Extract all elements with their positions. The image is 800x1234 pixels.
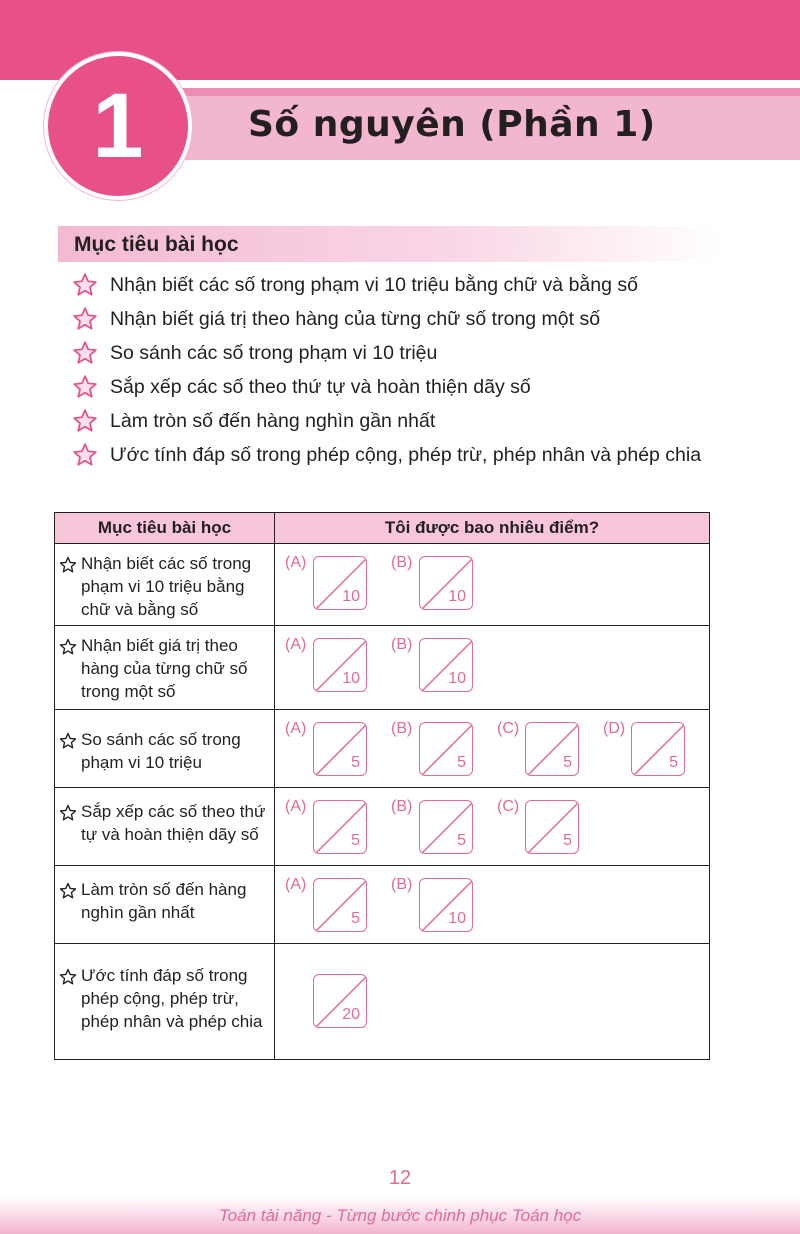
score-input-box[interactable] [525, 722, 579, 776]
score-item [285, 796, 391, 858]
score-input-box[interactable] [313, 800, 367, 854]
score-input-box[interactable] [313, 878, 367, 932]
objective-text: So sánh các số trong phạm vi 10 triệu [110, 341, 438, 364]
objective-cell [55, 944, 275, 1060]
score-cell [275, 710, 710, 788]
score-cell [275, 866, 710, 944]
small-star-icon [59, 882, 77, 900]
objective-cell-line: tự và hoàn thiện dãy số [81, 825, 259, 844]
objective-cell-line: nghìn gần nhất [81, 903, 195, 922]
score-input-box[interactable] [313, 722, 367, 776]
objective-cell-line: Nhận biết các số trong [81, 554, 252, 573]
chapter-number-badge: 1 [44, 52, 192, 200]
score-letter: (B) [391, 636, 413, 653]
score-item [497, 718, 603, 780]
score-input-box[interactable] [525, 800, 579, 854]
score-letter: (A) [285, 636, 307, 653]
score-table [54, 512, 710, 1060]
objective-text: Nhận biết giá trị theo hàng của từng chữ số trong một số [110, 307, 601, 330]
score-letter: (B) [391, 798, 413, 815]
score-letter: (C) [497, 720, 520, 737]
title-band-edge [120, 88, 800, 96]
score-letter: (A) [285, 876, 307, 893]
score-letter: (A) [285, 720, 307, 737]
score-letter: (B) [391, 554, 413, 571]
objective-cell-text [81, 634, 247, 703]
table-row [55, 544, 710, 626]
objective-cell [55, 544, 275, 626]
objective-cell-line: Làm tròn số đến hàng [81, 880, 247, 899]
objective-cell [55, 788, 275, 866]
star-outline-icon [72, 306, 98, 332]
objective-cell [55, 626, 275, 710]
objective-item [72, 268, 701, 302]
objective-cell-line: phép cộng, phép trừ, [81, 989, 239, 1008]
score-letter: (A) [285, 798, 307, 815]
score-letter: (A) [285, 554, 307, 571]
score-max: 5 [351, 910, 360, 927]
score-input-box[interactable] [313, 974, 367, 1028]
score-item [391, 552, 497, 614]
table-row [55, 788, 710, 866]
score-input-box[interactable] [419, 722, 473, 776]
objective-item [72, 370, 701, 404]
objective-item [72, 438, 701, 472]
page-number: 12 [388, 1167, 412, 1189]
objective-cell-text [81, 552, 251, 621]
small-star-icon [59, 804, 77, 822]
objective-cell-text [81, 800, 265, 846]
objective-text: Làm tròn số đến hàng nghìn gần nhất [110, 409, 436, 432]
star-outline-icon [72, 272, 98, 298]
score-cell [275, 788, 710, 866]
objective-item [72, 404, 701, 438]
header-score: Tôi được bao nhiêu điểm? [275, 513, 710, 544]
score-cell [275, 544, 710, 626]
star-outline-icon [72, 408, 98, 434]
score-max: 5 [563, 754, 572, 771]
score-max: 5 [351, 832, 360, 849]
objective-cell-line: phép nhân và phép chia [81, 1012, 263, 1031]
score-item [285, 970, 391, 1032]
score-max: 5 [457, 832, 466, 849]
objective-cell-text [81, 964, 263, 1033]
small-star-icon [59, 556, 77, 574]
score-max: 5 [457, 754, 466, 771]
score-table-header [55, 513, 710, 544]
star-outline-icon [72, 442, 98, 468]
score-input-box[interactable] [419, 878, 473, 932]
objective-cell-line: phạm vi 10 triệu [81, 753, 202, 772]
objective-text: Sắp xếp các số theo thứ tự và hoàn thiện dãy số [110, 375, 531, 398]
score-letter: (B) [391, 720, 413, 737]
score-input-box[interactable] [313, 556, 367, 610]
score-letter: (C) [497, 798, 520, 815]
score-input-box[interactable] [419, 556, 473, 610]
score-max: 20 [342, 1006, 360, 1023]
objective-cell-line: chữ và bằng số [81, 600, 199, 619]
score-cell [275, 626, 710, 710]
footer-text: Toán tài năng - Từng bước chinh phục Toán học [218, 1206, 582, 1225]
objective-text: Nhận biết các số trong phạm vi 10 triệu bằng chữ và bằng số [110, 273, 638, 296]
score-input-box[interactable] [419, 800, 473, 854]
score-letter: (D) [603, 720, 626, 737]
objectives-heading: Mục tiêu bài học [74, 233, 239, 256]
score-input-box[interactable] [419, 638, 473, 692]
objective-cell-line: So sánh các số trong [81, 730, 241, 749]
objective-cell [55, 866, 275, 944]
score-max: 10 [448, 588, 466, 605]
score-letter: (B) [391, 876, 413, 893]
objective-cell-line: Ước tính đáp số trong [81, 966, 248, 985]
score-max: 5 [563, 832, 572, 849]
objective-cell-line: phạm vi 10 triệu bằng [81, 577, 245, 596]
score-input-box[interactable] [313, 638, 367, 692]
score-item [391, 874, 497, 936]
score-item [391, 796, 497, 858]
score-item [285, 552, 391, 614]
score-item [391, 634, 497, 696]
score-item [391, 718, 497, 780]
objective-item [72, 302, 701, 336]
chapter-title: Số nguyên (Phần 1) [248, 104, 656, 145]
objective-cell-text [81, 728, 241, 774]
objective-cell-text [81, 878, 246, 924]
score-item [285, 634, 391, 696]
score-item [285, 718, 391, 780]
score-max: 5 [351, 754, 360, 771]
objective-cell [55, 710, 275, 788]
objective-cell-line: trong một số [81, 682, 176, 701]
objectives-list [72, 268, 701, 472]
score-max: 10 [342, 670, 360, 687]
table-row [55, 944, 710, 1060]
objective-text: Ước tính đáp số trong phép cộng, phép trừ, phép nhân và phép chia [110, 443, 702, 466]
objective-cell-line: hàng của từng chữ số [81, 659, 248, 678]
score-max: 10 [342, 588, 360, 605]
score-item [497, 796, 603, 858]
table-row [55, 626, 710, 710]
small-star-icon [59, 732, 77, 750]
table-row [55, 710, 710, 788]
objective-cell-line: Nhận biết giá trị theo [81, 636, 238, 655]
objective-item [72, 336, 701, 370]
score-item [603, 718, 709, 780]
score-input-box[interactable] [631, 722, 685, 776]
small-star-icon [59, 968, 77, 986]
objective-cell-line: Sắp xếp các số theo thứ [81, 802, 266, 821]
star-outline-icon [72, 340, 98, 366]
score-item [285, 874, 391, 936]
score-cell [275, 944, 710, 1060]
score-max: 10 [448, 910, 466, 927]
score-max: 10 [448, 670, 466, 687]
table-row [55, 866, 710, 944]
star-outline-icon [72, 374, 98, 400]
score-max: 5 [669, 754, 678, 771]
header-objective: Mục tiêu bài học [55, 513, 275, 544]
small-star-icon [59, 638, 77, 656]
